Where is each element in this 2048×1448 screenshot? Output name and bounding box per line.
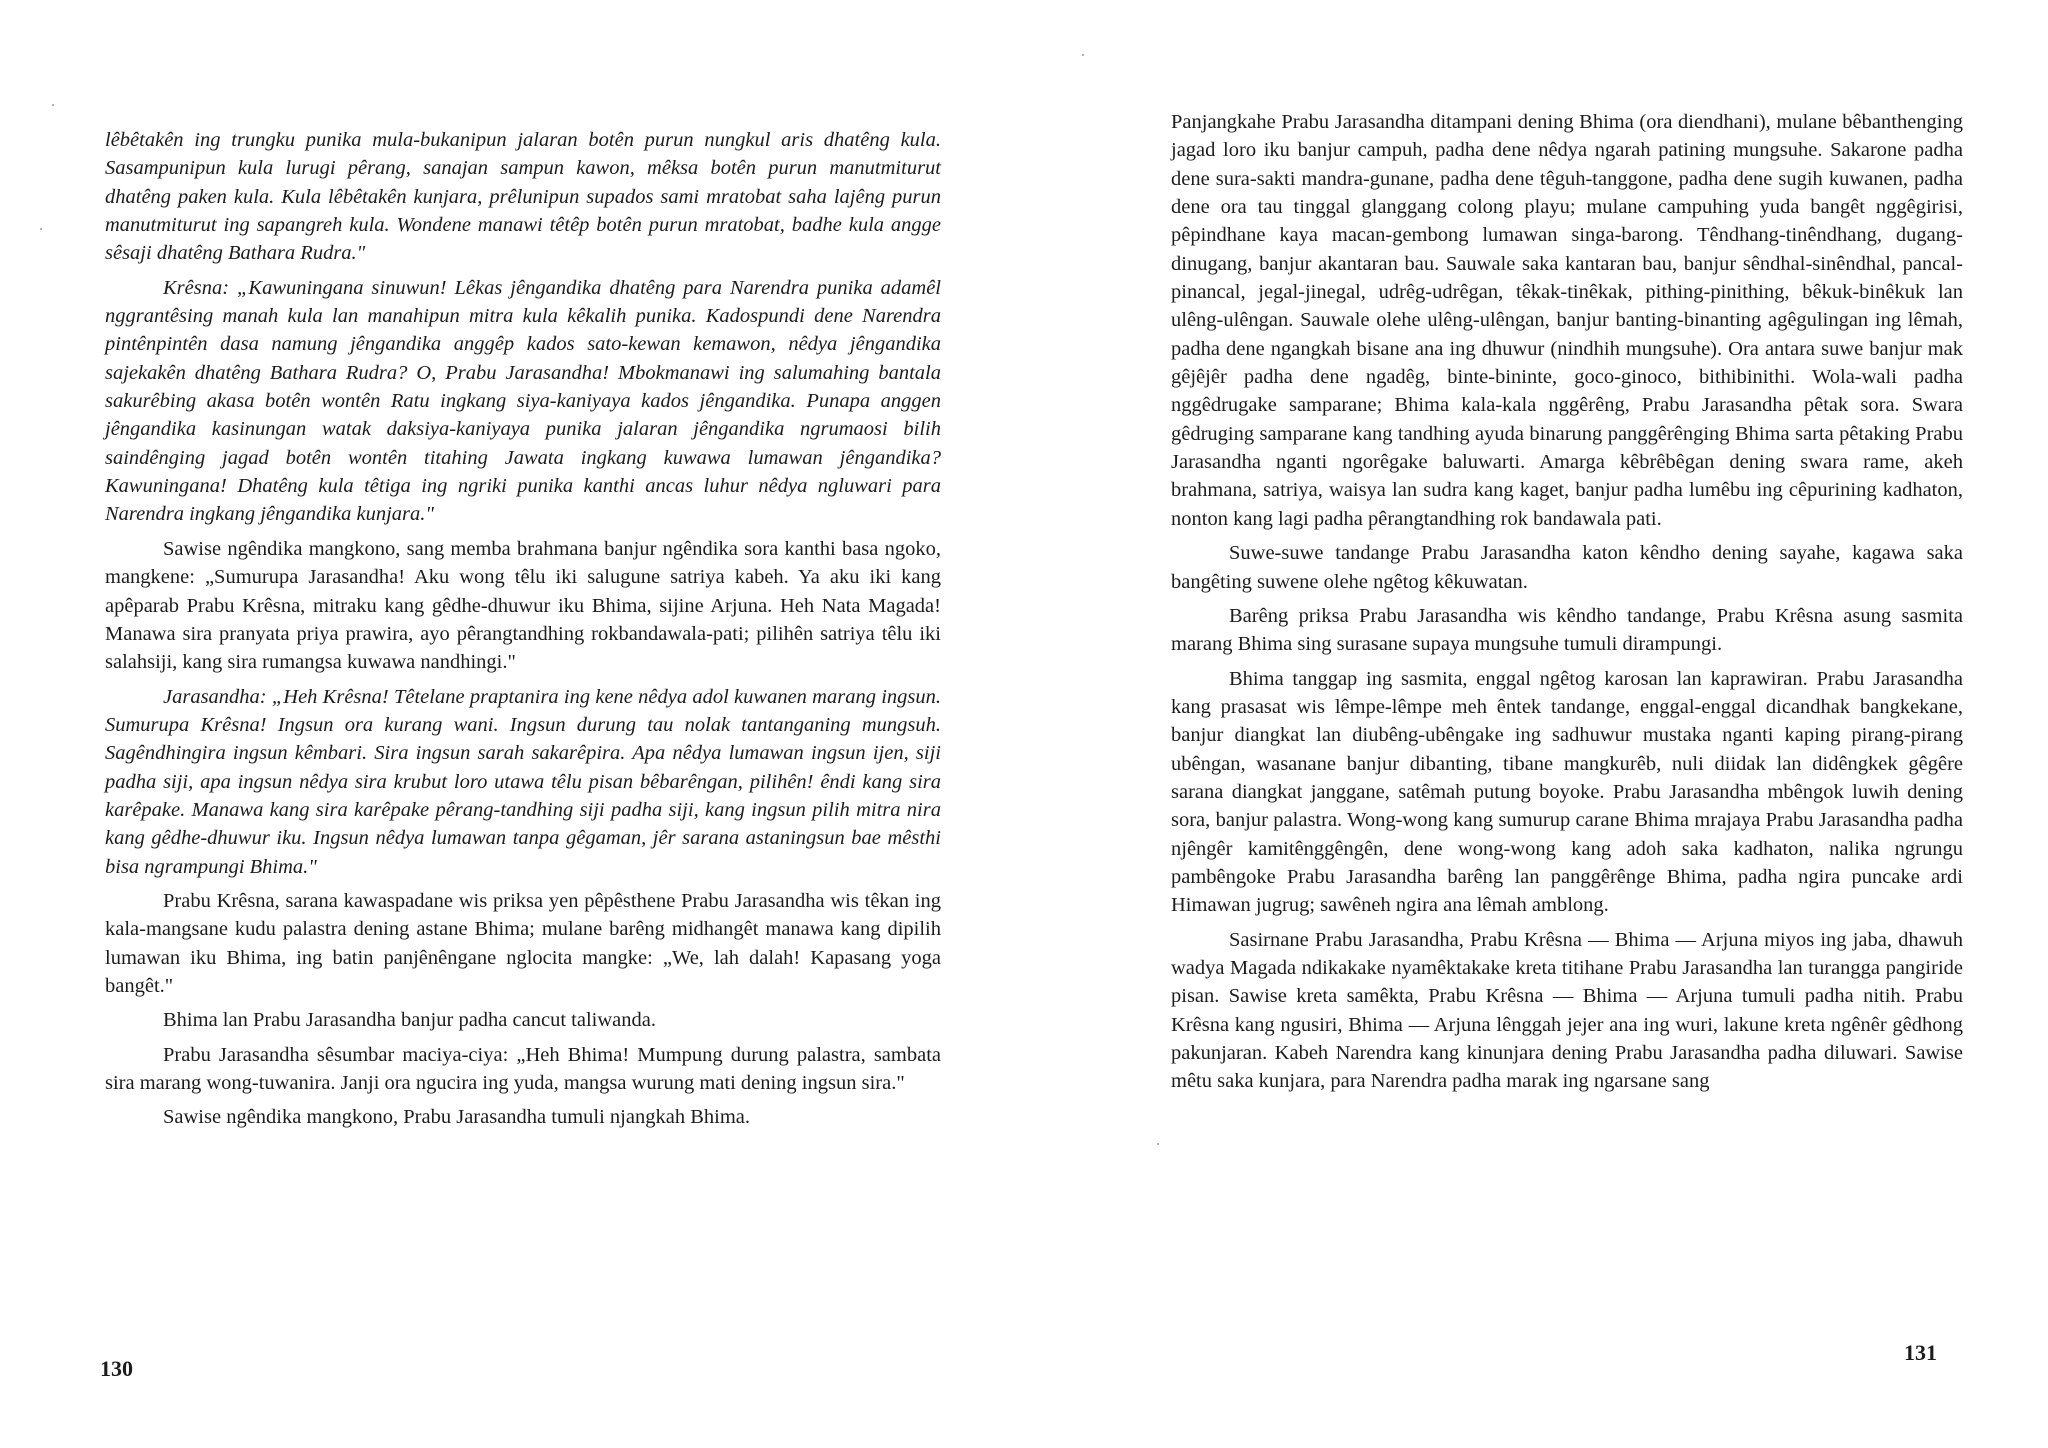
paragraph: Panjangkahe Prabu Jarasandha ditampani dening Bhima (ora diendhani), mulane bêbanthenging jagad loro iku banjur campuh, padha dene nêdya ngarah patining mungsuhe. Sakarone padha dene sura-sakti mandra-gunane, padha dene têguh-tanggone, padha dene sugih kuwanen, padha dene ora tau tinggal glanggang colong playu; mulane campuhing yuda bangêt nggêgirisi, pêpindhane kaya macan-gembong lumawan singa-barong. Têndhang-tinêndhang, dugang-dinugang, banjur akantaran bau. Sauwale saka kantaran bau, banjur sêndhal-sinêndhal, pancal-pinancal, jegal-jinegal, udrêg-udrêgan, têkak-tinêkak, pithing-pinithing, bêkuk-binêkuk lan ulêng-ulêngan. Sauwale olehe ulêng-ulêngan, banjur banting-binanting agêgulingan ing lêmah, padha dene ngangkah bisane ana ing dhuwur (nindhih mungsuhe). Ora antara suwe banjur mak gêjêjêr padha dene ngadêg, binte-bininte, goco-ginoco, bithibinithi. Wola-wali padha nggêdrugake samparane; Bhima kala-kala nggêrêng, Prabu Jarasandha pêtak sora. Swara gêdruging samparane kang tandhing ayuda binarung panggêrênging Bhima sarta pêtaking Prabu Jarasandha nganti ngorêgake baluwarti. Amarga kêbrêbêgan dening swara rame, akeh brahmana, satriya, waisya lan sudra kang kaget, banjur padha lumêbu ing cêpurining kadhaton, nonton kang lagi padha pêrangtandhing rok bandawala pati. bbox=[1171, 111, 1963, 530]
scan-speck bbox=[1157, 1143, 1159, 1145]
paragraph: Krêsna: „Kawuningana sinuwun! Lêkas jêngandika dhatêng para Narendra punika adamêl nggrantêsing manah kula lan manahipun mitra kula kêkalih punika. Kadospundi dene Narendra pintênpintên dasa namung jêngandika anggêp kados sato-kewan kemawon, nêdya jêngandika sajekakên dhatêng Bathara Rudra? O, Prabu Jarasandha! Mbokmanawi ing salumahing bantala sakurêbing akasa botên wontên Ratu ingkang siya-kaniyaya kados jêngandika. Punapa anggen jêngandika kasinungan watak daksiya-kaniyaya punika jalaran jêngandika ngrumaosi bilih saindênging jagad botên wontên titahing Jawata ingkang kuwawa lumawan jêngandika? Kawuningana! Dhatêng kula têtiga ing ngriki punika kanthi ancas luhur nêdya ngluwari para Narendra ingkang jêngandika kunjara." bbox=[105, 276, 941, 526]
right-page-text bbox=[1171, 108, 1963, 1102]
scan-speck bbox=[52, 104, 54, 106]
page-number: 131 bbox=[1904, 1340, 1937, 1365]
paragraph: Jarasandha: „Heh Krêsna! Têtelane praptanira ing kene nêdya adol kuwanen marang ingsun. Sumurupa Krêsna! Ingsun ora kurang wani. Ingsun durung tau nolak tantanganing mungsuh. Sagêndhingira ingsun kêmbari. Sira ingsun sarah sakarêpira. Apa nêdya lumawan ingsun ijen, siji padha siji, apa ingsun nêdya sira krubut loro utawa têlu pisan bêbarêngan, pilihên! êndi kang sira karêpake. Manawa kang sira karêpake pêrang-tandhing siji padha siji, kang ingsun pilih mitra nira kang gêdhe-dhuwur iku. Ingsun nêdya lumawan tanpa gêgaman, jêr sarana astaningsun bae mêsthi bisa ngrampungi Bhima." bbox=[105, 685, 941, 878]
paragraph: Prabu Krêsna, sarana kawaspadane wis priksa yen pêpêsthene Prabu Jarasandha wis têkan ing kala-mangsane kudu palastra dening astane Bhima; mulane barêng midhangêt manawa kang dipilih lumawan iku Bhima, ing batin panjênêngane nglocita mangke: „We, lah dalah! Kapasang yoga bangêt." bbox=[105, 889, 941, 997]
paragraph: lêbêtakên ing trungku punika mula-bukanipun jalaran botên purun nungkul aris dhatêng kula. Sasampunipun kula lurugi pêrang, sanajan sampun kawon, mêksa botên purun manutmiturut dhatêng paken kula. Kula lêbêtakên kunjara, prêlunipun supados sami mratobat saha lajêng purun manutmiturut ing sapangreh kula. Wondene manawi têtêp botên purun mratobat, badhe kula angge sêsaji dhatêng Bathara Rudra." bbox=[105, 129, 941, 265]
paragraph: Barêng priksa Prabu Jarasandha wis kêndho tandange, Prabu Krêsna asung sasmita marang Bhima sing surasane supaya mungsuhe tumuli dirampungi. bbox=[1171, 604, 1963, 656]
scan-speck bbox=[40, 228, 42, 230]
paragraph: Sawise ngêndika mangkono, sang memba brahmana banjur ngêndika sora kanthi basa ngoko, mangkene: „Sumurupa Jarasandha! Aku wong têlu iki salugune satriya kabeh. Ya aku iki kang apêparab Prabu Krêsna, mitraku kang gêdhe-dhuwur iku Bhima, sijine Arjuna. Heh Nata Magada! Manawa sira pranyata priya prawira, ayo pêrangtandhing rokbandawala-pati; pilihên satriya têlu iki salahsiji, kang sira rumangsa kuwawa nandhingi." bbox=[105, 537, 941, 674]
paragraph: Prabu Jarasandha sêsumbar maciya-ciya: „Heh Bhima! Mumpung durung palastra, sambata sira marang wong-tuwanira. Janji ora ngucira ing yuda, mangsa wurung mati dening ingsun sira." bbox=[105, 1043, 941, 1094]
right-page bbox=[1024, 0, 2048, 1448]
page-number: 130 bbox=[100, 1356, 133, 1381]
paragraph: Bhima tanggap ing sasmita, enggal ngêtog karosan lan kaprawiran. Prabu Jarasandha kang prasasat wis lêmpe-lêmpe meh êntek tandange, enggal-enggal dicandhak bangkekane, banjur diangkat lan diubêng-ubêngake ing sadhuwur mustaka nganti kaping pirang-pirang ubêngan, wasanane banjur dibanting, tibane mangkurêb, nuli diidak lan didêngkek gêgêre sarana diangkat janggane, satêmah putung boyoke. Prabu Jarasandha mbêngok luwih dening sora, banjur palastra. Wong-wong kang sumurup carane Bhima mrajaya Prabu Jarasandha padha njêngêr kamitênggêngên, dene wong-wong kang adoh saka kadhaton, nalika ngrungu pambêngoke Prabu Jarasandha barêng lan panggêrênge Bhima, padha ngira puncake ardi Himawan jugrug; sawêneh ngira ana lêmah amblong. bbox=[1171, 667, 1963, 917]
paragraph: Sasirnane Prabu Jarasandha, Prabu Krêsna — Bhima — Arjuna miyos ing jaba, dhawuh wadya Magada ndikakake nyamêktakake kreta titihane Prabu Jarasandha lan turangga pangiride pisan. Sawise kreta samêkta, Prabu Krêsna — Bhima — Arjuna tumuli padha nitih. Prabu Krêsna kang ngusiri, Bhima — Arjuna lênggah jejer ana ing wuri, lakune kreta ngênêr gêdhong pakunjaran. Kabeh Narendra kang kinunjara dening Prabu Jarasandha padha diluwari. Sawise mêtu saka kunjara, para Narendra padha marak ing ngarsane sang bbox=[1171, 928, 1963, 1093]
left-page-text bbox=[105, 126, 941, 1138]
paragraph: Bhima lan Prabu Jarasandha banjur padha cancut taliwanda. bbox=[163, 1009, 656, 1032]
paragraph: Suwe-suwe tandange Prabu Jarasandha katon kêndho dening sayahe, kagawa saka bangêting suwene olehe ngêtog kêkuwatan. bbox=[1171, 542, 1963, 593]
paragraph: Sawise ngêndika mangkono, Prabu Jarasandha tumuli njangkah Bhima. bbox=[163, 1106, 750, 1129]
scan-speck bbox=[1082, 54, 1084, 56]
